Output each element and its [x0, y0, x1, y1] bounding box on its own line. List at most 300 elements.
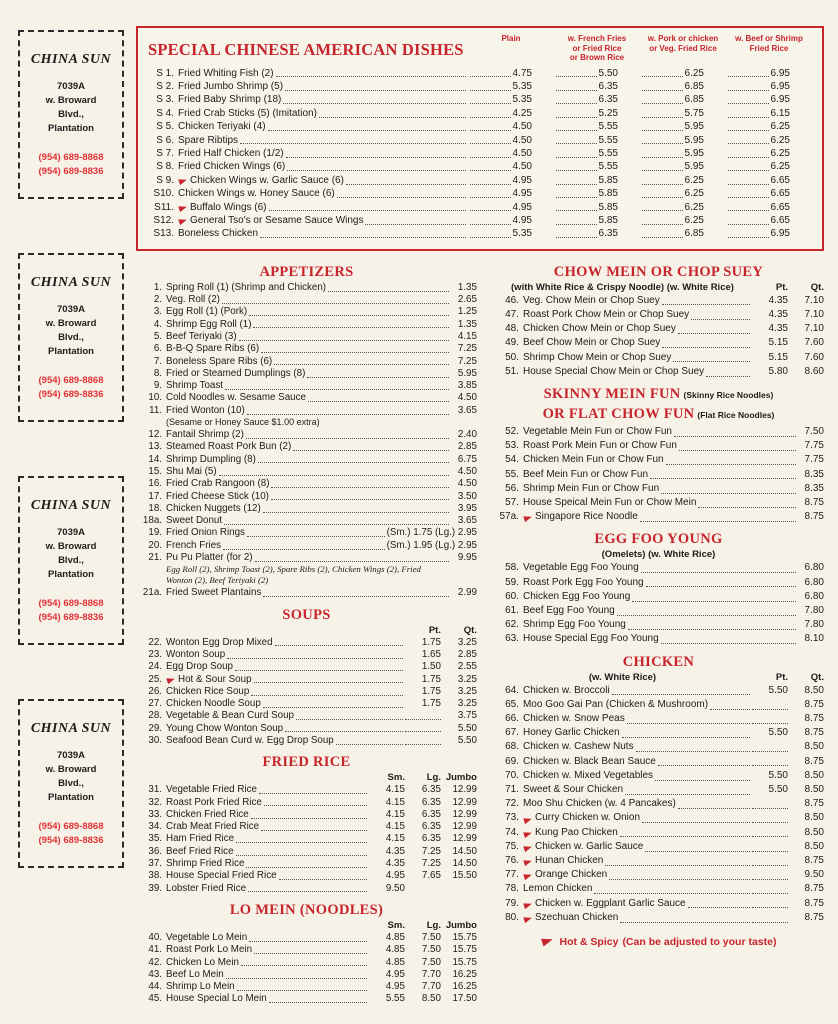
dotted-leader [658, 765, 750, 766]
item-number: 54. [505, 454, 519, 466]
item-number: 13. [148, 441, 162, 453]
item-price: 7.10 [804, 308, 824, 320]
item-name: Chicken Wings w. Garlic Sauce (6) [190, 174, 344, 186]
menu-item [136, 429, 477, 441]
dotted-leader [319, 117, 466, 118]
item-name: Chicken Teriyaki (4) [178, 121, 266, 133]
item-number: 47. [505, 308, 519, 320]
item-price: 2.99 [457, 587, 477, 599]
item-name: Veg. Roll (2) [166, 294, 220, 306]
item-name: House Speical Mein Fun or Chow Mein [522, 497, 697, 509]
item-name: Shrimp Egg Roll (1) [166, 318, 252, 330]
menu-item [136, 587, 477, 599]
item-price: 6.25 [726, 160, 812, 173]
item-price: 4.35 [768, 294, 788, 306]
item-number: S12. [153, 214, 174, 226]
item-number: 15. [148, 465, 162, 477]
menu-item [148, 174, 812, 187]
dotted-leader [673, 361, 750, 362]
menu-item [136, 540, 477, 552]
price-column-header: Pt. [775, 281, 788, 293]
item-price: 8.50 [804, 769, 824, 781]
column-right [493, 261, 824, 932]
price-spacer [752, 907, 788, 908]
item-price: (Sm.) 1.75 (Lg.) 2.95 [386, 527, 477, 539]
section-title: OR FLAT CHOW FUN (Flat Rice Noodles) [542, 406, 775, 422]
item-price: 7.60 [804, 351, 824, 363]
restaurant-address [24, 303, 118, 359]
address-line: Blvd., [58, 778, 84, 789]
section-title: CHOW MEIN OR CHOP SUEY [553, 263, 764, 280]
dotted-leader [246, 438, 449, 439]
menu-item [136, 552, 477, 564]
menu-item [493, 510, 824, 524]
item-price: 4.15 [457, 330, 477, 342]
item-price: 5.55 [554, 160, 640, 173]
item-price: 4.85 [385, 944, 405, 956]
item-price: 6.95 [726, 80, 812, 93]
item-price: 6.65 [726, 187, 812, 200]
item-price: 8.75 [804, 511, 824, 523]
dotted-leader [258, 462, 449, 463]
item-price: 1.35 [457, 318, 477, 330]
item-price: 7.50 [421, 956, 441, 968]
item-number: 61. [505, 605, 519, 617]
item-number: S 9. [156, 174, 174, 186]
item-number: 25. [148, 673, 162, 685]
item-number: 18. [148, 502, 162, 514]
dotted-leader [678, 808, 750, 809]
item-number: 41. [148, 944, 162, 956]
item-number: S 5. [156, 121, 174, 133]
dotted-leader [650, 478, 796, 479]
dotted-leader [222, 303, 449, 304]
item-number: 68. [505, 741, 519, 753]
item-name: Sweet & Sour Chicken [522, 784, 624, 796]
item-price: 5.50 [768, 684, 788, 696]
item-price: 4.95 [468, 174, 554, 187]
section-title: EGG FOO YOUNG [594, 531, 723, 548]
item-name: Fried Crab Sticks (5) (Imitation) [178, 107, 317, 119]
item-price: 4.75 [468, 67, 554, 80]
item-price: 5.75 [640, 107, 726, 120]
restaurant-name: CHINA SUN [30, 275, 112, 290]
item-name: Chicken w. Cashew Nuts [522, 741, 634, 753]
price-spacer [752, 808, 788, 809]
hot-spicy-legend [493, 936, 824, 948]
item-number: 69. [505, 755, 519, 767]
item-number: 22. [148, 636, 162, 648]
item-number: 44. [148, 981, 162, 993]
menu-item [148, 147, 812, 160]
item-price: 12.99 [452, 784, 477, 796]
item-price: (Sm.) 1.95 (Lg.) 2.95 [386, 539, 477, 551]
section-title: LO MEIN (NOODLES) [229, 901, 384, 918]
item-number: S 6. [156, 134, 174, 146]
item-number: 53. [505, 440, 519, 452]
dotted-leader [688, 907, 750, 908]
item-number: 76. [505, 855, 519, 867]
item-price: 8.75 [804, 897, 824, 909]
item-price: 15.75 [452, 956, 477, 968]
item-number: 55. [505, 468, 519, 480]
dotted-leader [247, 414, 449, 415]
dotted-leader [254, 953, 367, 954]
address-line: 7039A [57, 81, 85, 92]
dotted-leader [346, 184, 466, 185]
item-number: 50. [505, 351, 519, 363]
item-number: 71. [505, 784, 519, 796]
menu-item [136, 637, 477, 649]
menu-item [136, 710, 477, 722]
item-number: 52. [505, 426, 519, 437]
menu-section-chicken [493, 654, 824, 925]
menu-item [136, 944, 477, 956]
item-price: 8.75 [804, 713, 824, 725]
item-number: 60. [505, 590, 519, 602]
section-annotation: (Flat Rice Noodles) [697, 410, 775, 420]
dotted-leader [307, 377, 449, 378]
item-number: S 7. [156, 147, 174, 159]
item-number: S 8. [156, 161, 174, 173]
item-number: 2. [153, 294, 162, 306]
menu-item [493, 496, 824, 510]
item-price: 5.95 [640, 120, 726, 133]
item-number: 9. [153, 380, 162, 392]
menu-item [493, 468, 824, 482]
item-number: 63. [505, 633, 519, 645]
dotted-leader [279, 879, 367, 880]
item-name: Orange Chicken [534, 869, 608, 881]
item-number: 74. [505, 826, 519, 838]
dotted-leader [263, 512, 449, 513]
item-number: 77. [505, 869, 519, 881]
item-number: 72. [505, 798, 519, 810]
item-price: 6.25 [726, 147, 812, 160]
item-price: 7.50 [421, 944, 441, 956]
item-price: 5.95 [457, 367, 477, 379]
item-price: 6.25 [726, 120, 812, 133]
item-number: 5. [153, 330, 162, 342]
menu-item [148, 67, 812, 80]
item-price: 8.75 [804, 755, 824, 767]
restaurant-phones [24, 374, 118, 402]
dotted-leader [296, 719, 403, 720]
item-price: 5.95 [640, 147, 726, 160]
item-price: 4.25 [468, 107, 554, 120]
item-name: Fried or Steamed Dumplings (8) [166, 367, 306, 379]
dotted-leader [640, 521, 796, 522]
item-price: 6.15 [726, 107, 812, 120]
item-price: 5.35 [468, 80, 554, 93]
item-price: 6.80 [804, 576, 824, 588]
item-name: Young Chow Wonton Soup [166, 722, 284, 734]
item-price: 4.50 [457, 465, 477, 477]
address-line: w. Broward [45, 541, 97, 552]
dotted-leader [628, 629, 796, 630]
dotted-leader [271, 499, 449, 500]
dotted-leader [246, 867, 367, 868]
address-line: Plantation [48, 123, 94, 134]
dotted-leader [617, 615, 796, 616]
item-price: 8.50 [421, 993, 441, 1005]
menu-item [493, 365, 824, 379]
menu-item [136, 282, 477, 294]
item-price: 1.25 [457, 306, 477, 318]
dotted-leader [259, 793, 367, 794]
item-price: 16.25 [452, 981, 477, 993]
item-price: 12.99 [452, 796, 477, 808]
address-line: w. Broward [45, 764, 97, 775]
hot-spicy-icon [523, 844, 532, 852]
item-name: House Special Fried Rice [166, 870, 277, 882]
menu-item [136, 932, 477, 944]
menu-item [493, 854, 824, 868]
dotted-leader [293, 450, 449, 451]
dotted-leader [239, 340, 449, 341]
dotted-leader [661, 643, 796, 644]
menu-item [493, 294, 824, 308]
item-name: Chicken Wings w. Honey Sauce (6) [178, 188, 335, 200]
section-title: SOUPS [282, 606, 331, 623]
item-number: 37. [148, 858, 162, 870]
item-number: 66. [505, 713, 519, 725]
menu-item [136, 466, 477, 478]
menu-item [136, 883, 477, 895]
item-name: Chicken Mein Fun or Chow Fun [522, 454, 664, 466]
dotted-leader [236, 855, 367, 856]
item-name: Chicken Chow Mein or Chop Suey [522, 323, 676, 335]
item-name: Veg. Chow Mein or Chop Suey [522, 294, 660, 306]
item-name: Hot & Sour Soup [178, 673, 252, 685]
dotted-leader [223, 549, 385, 550]
item-name: Chicken w. Garlic Sauce [534, 840, 644, 852]
menu-item [136, 846, 477, 858]
menu-item [493, 308, 824, 322]
item-price: 5.85 [554, 174, 640, 187]
item-name: Shrimp Chow Mein or Chop Suey [522, 351, 672, 363]
item-name: Cold Noodles w. Sesame Sauce [166, 392, 306, 404]
menu-item [148, 80, 812, 93]
item-number: 40. [148, 931, 162, 943]
item-price: 8.75 [804, 698, 824, 710]
item-number: 33. [148, 808, 162, 820]
menu-item [148, 107, 812, 120]
price-column-header: w. Pork or chicken or Veg. Fried Rice [647, 34, 719, 53]
menu-item [136, 368, 477, 380]
item-name: Fried Onion Rings [166, 527, 245, 539]
item-number: 65. [505, 698, 519, 710]
menu-item [493, 632, 824, 646]
price-column-header: Qt. [463, 624, 477, 636]
dotted-leader [255, 561, 449, 562]
item-number: 27. [148, 698, 162, 710]
address-line: Blvd., [58, 332, 84, 343]
item-price: 4.95 [468, 201, 554, 214]
item-price: 15.75 [452, 944, 477, 956]
item-price: 14.50 [452, 858, 477, 870]
menu-item [493, 797, 824, 811]
item-price: 1.75 [421, 685, 441, 697]
item-price: 7.60 [804, 337, 824, 349]
item-price: 4.50 [468, 134, 554, 147]
item-price: 8.50 [804, 812, 824, 824]
item-price: 4.15 [385, 796, 405, 808]
item-price: 7.25 [421, 858, 441, 870]
section-subtitle: (with White Rice & Crispy Noodle) (w. White Rice) [511, 281, 734, 293]
dotted-leader [247, 536, 385, 537]
dotted-leader [225, 389, 449, 390]
item-price: 5.50 [768, 727, 788, 739]
item-price: 1.75 [421, 636, 441, 648]
item-price: 9.50 [385, 882, 405, 894]
menu-item [136, 294, 477, 306]
item-price: 8.50 [804, 784, 824, 796]
item-name: House Special Lo Mein [166, 993, 267, 1005]
item-number: 19. [148, 527, 162, 539]
item-price: 5.55 [554, 120, 640, 133]
item-number: 23. [148, 648, 162, 660]
price-spacer [405, 719, 441, 720]
section-annotation: (Skinny Rice Noodles) [683, 390, 774, 400]
item-name: Shrimp Fried Rice [166, 858, 245, 870]
item-price: 8.75 [804, 798, 824, 810]
item-name: Fried Cheese Stick (10) [166, 490, 269, 502]
price-column-header: Lg. [426, 919, 441, 931]
item-number: 8. [153, 367, 162, 379]
section-subheader [136, 920, 477, 931]
phone-number: (954) 689-8868 [38, 375, 104, 386]
restaurant-info-card [18, 476, 124, 645]
item-number: 67. [505, 727, 519, 739]
item-price: 6.25 [726, 134, 812, 147]
item-price: 2.85 [457, 648, 477, 660]
dotted-leader [691, 319, 750, 320]
item-number: 35. [148, 833, 162, 845]
price-spacer [752, 865, 788, 866]
item-number: 70. [505, 769, 519, 781]
item-price: 5.95 [640, 160, 726, 173]
dotted-leader [328, 291, 449, 292]
hot-spicy-icon [523, 830, 532, 838]
item-price: 12.99 [452, 833, 477, 845]
menu-item [136, 957, 477, 969]
item-name: Shrimp Egg Foo Young [522, 619, 626, 631]
item-number: 21. [148, 552, 162, 564]
restaurant-phones [24, 820, 118, 848]
menu-item [136, 969, 477, 981]
item-name: Roast Pork Egg Foo Young [522, 576, 644, 588]
menu-section-mein-fun [493, 386, 824, 524]
item-price: 6.35 [421, 833, 441, 845]
menu-item [148, 120, 812, 133]
menu-item [148, 93, 812, 106]
item-name: Wonton Egg Drop Mixed [166, 636, 273, 648]
item-name: Chicken Fried Rice [166, 808, 249, 820]
dotted-leader [287, 170, 466, 171]
hot-spicy-icon [178, 177, 187, 185]
dotted-leader [636, 751, 750, 752]
hot-spicy-icon [523, 872, 532, 880]
item-name: Fried Chicken Wings (6) [178, 161, 286, 173]
item-name: Beef Lo Mein [166, 968, 224, 980]
item-number: 62. [505, 619, 519, 631]
item-price: 5.55 [385, 993, 405, 1005]
item-name: Buffalo Wings (6) [190, 201, 267, 213]
item-name: Chicken Nuggets (12) [166, 502, 261, 514]
restaurant-info-card [18, 30, 124, 199]
item-name: Vegetable Lo Mein [166, 931, 248, 943]
address-line: Plantation [48, 792, 94, 803]
dotted-leader [237, 990, 367, 991]
menu-item [493, 811, 824, 825]
restaurant-info-card [18, 699, 124, 868]
address-line: Plantation [48, 346, 94, 357]
special-title: SPECIAL CHINESE AMERICAN DISHES [148, 39, 464, 59]
column-middle [136, 261, 477, 1013]
restaurant-address [24, 749, 118, 805]
phone-number: (954) 689-8836 [38, 389, 104, 400]
address-line: 7039A [57, 527, 85, 538]
item-price: 12.99 [452, 808, 477, 820]
item-price: 4.50 [468, 120, 554, 133]
item-price: 7.25 [457, 343, 477, 355]
item-number: 14. [148, 453, 162, 465]
item-price: 3.65 [457, 515, 477, 527]
menu-item [493, 351, 824, 365]
address-line: 7039A [57, 304, 85, 315]
item-price: 5.35 [468, 227, 554, 240]
menu-item [493, 618, 824, 632]
item-price: 6.35 [554, 93, 640, 106]
item-price: 17.50 [452, 993, 477, 1005]
item-name: Beef Mein Fun or Chow Fun [522, 468, 649, 480]
item-price: 7.75 [804, 454, 824, 466]
item-name: Egg Drop Soup [166, 661, 233, 673]
item-number: 7. [153, 355, 162, 367]
item-price: 4.95 [385, 981, 405, 993]
item-number: 34. [148, 821, 162, 833]
item-price: 3.25 [457, 685, 477, 697]
dotted-leader [236, 842, 367, 843]
item-number: S 3. [156, 94, 174, 106]
item-price: 5.85 [554, 214, 640, 227]
dotted-leader [632, 601, 796, 602]
dotted-leader [240, 143, 466, 144]
item-price: 8.50 [804, 840, 824, 852]
menu-section-fried-rice [136, 754, 477, 895]
dotted-leader [308, 401, 449, 402]
price-column-header: Pt. [775, 671, 788, 683]
menu-item [493, 769, 824, 783]
price-spacer [752, 922, 788, 923]
item-price: 9.50 [804, 869, 824, 881]
item-number: 17. [148, 490, 162, 502]
menu-item [136, 478, 477, 490]
restaurant-info-card [18, 253, 124, 422]
item-number: 32. [148, 796, 162, 808]
item-price: 6.25 [640, 214, 726, 227]
dotted-leader [698, 507, 796, 508]
item-price: 1.75 [421, 698, 441, 710]
item-price: 5.85 [554, 201, 640, 214]
item-price: 6.35 [421, 784, 441, 796]
item-name: Singapore Rice Noodle [534, 511, 638, 523]
dotted-leader [269, 210, 466, 211]
dotted-leader [641, 572, 796, 573]
menu-item [136, 833, 477, 845]
item-name: Shrimp Dumpling (8) [166, 453, 256, 465]
